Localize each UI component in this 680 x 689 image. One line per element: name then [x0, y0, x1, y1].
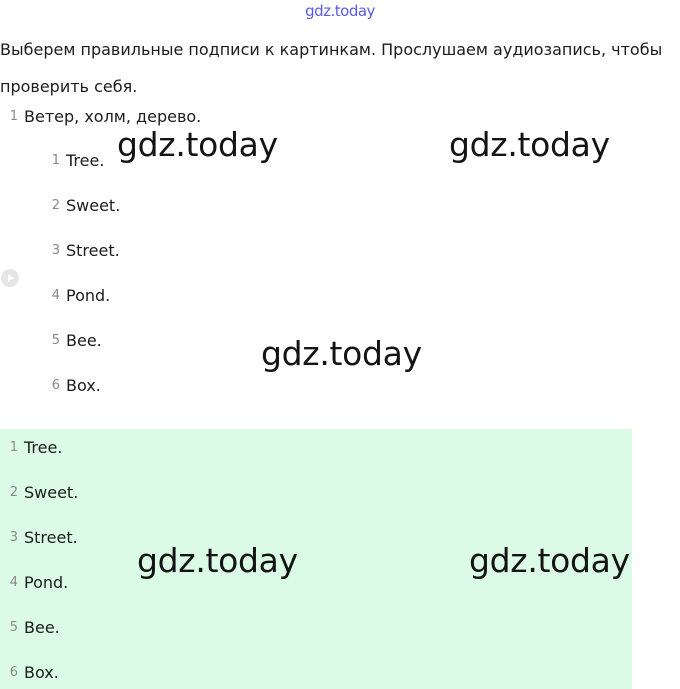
answer-number: 2: [9, 484, 18, 500]
option-label: Bee.: [66, 330, 102, 350]
play-icon[interactable]: [0, 268, 20, 288]
answer-label: Sweet.: [24, 482, 79, 502]
answer-item: [2, 660, 59, 684]
option-number: 6: [51, 377, 60, 393]
option-item[interactable]: [44, 283, 110, 307]
answer-number: 5: [9, 619, 18, 635]
answer-number: 4: [9, 574, 18, 590]
answer-number: 6: [9, 664, 18, 680]
answer-item: [2, 615, 60, 639]
option-item[interactable]: [44, 328, 102, 352]
option-number: 5: [51, 332, 60, 348]
watermark: gdz.today: [469, 541, 630, 580]
answer-label: Pond.: [24, 572, 69, 592]
answer-label: Tree.: [24, 437, 63, 457]
option-number: 2: [51, 197, 60, 213]
option-label: Sweet.: [66, 195, 121, 215]
watermark: gdz.today: [117, 125, 278, 164]
answer-item: [2, 435, 62, 459]
option-label: Pond.: [66, 285, 111, 305]
option-item[interactable]: [44, 373, 101, 397]
option-number: 4: [51, 287, 60, 303]
answer-number: 1: [9, 439, 18, 455]
answer-label: Bee.: [24, 617, 60, 637]
watermark: gdz.today: [449, 125, 610, 164]
answer-label: Street.: [24, 527, 78, 547]
watermark: gdz.today: [261, 334, 422, 373]
option-item[interactable]: [44, 238, 120, 262]
question-text: Ветер, холм, дерево.: [24, 106, 202, 126]
question-number: 1: [9, 108, 18, 124]
answer-item: [2, 480, 78, 504]
option-label: Street.: [66, 240, 120, 260]
answer-number: 3: [9, 529, 18, 545]
answer-item: [2, 570, 68, 594]
option-number: 1: [51, 152, 60, 168]
option-item[interactable]: [44, 148, 104, 172]
option-label: Box.: [66, 375, 101, 395]
option-label: Tree.: [66, 150, 105, 170]
option-item[interactable]: [44, 193, 120, 217]
header-watermark: gdz.today: [305, 2, 375, 20]
intro-text: Выберем правильные подписи к картинкам. Прослушаем аудиозапись, чтобы проверить себя.: [0, 40, 663, 96]
watermark: gdz.today: [137, 541, 298, 580]
answer-label: Box.: [24, 662, 59, 682]
answer-item: [2, 525, 78, 549]
option-number: 3: [51, 242, 60, 258]
